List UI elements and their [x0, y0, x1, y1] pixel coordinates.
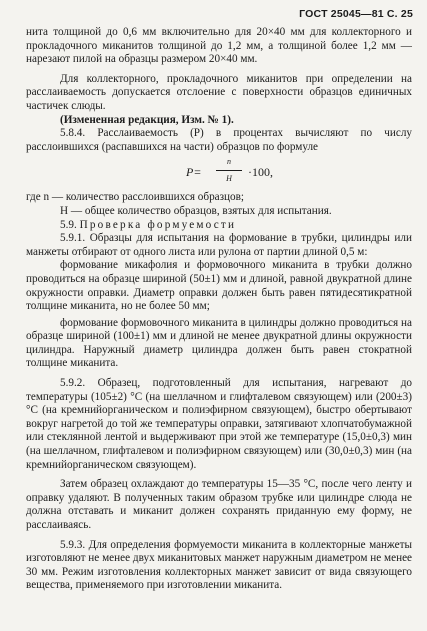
- document-body: [26, 26, 412, 593]
- paragraph: формование микафолия и формовочного миканита в трубки должно проводиться на образце шириной (50±1) мм и длиной, равной двукратной длине окружности оправки. Диаметр оправки должен быть равен пятидесятикратной толщине миканита, но не более 50 мм;: [26, 259, 412, 313]
- section-number: 5.9.: [60, 218, 80, 231]
- formula-numerator: n: [227, 157, 231, 167]
- amendment-note: (Измененная редакция, Изм. № 1).: [60, 113, 234, 126]
- formula-rhs: ·100,: [248, 165, 273, 180]
- fraction-bar: [216, 170, 242, 171]
- paragraph: нита толщиной до 0,6 мм включительно для 20×40 мм для коллекторного и прокладочного миканитов толщиной до 1,2 мм, а толщиной более 1,2 мм — нарезают пилой на образцы размером 20×40 мм.: [26, 26, 412, 66]
- paragraph: формование формовочного миканита в цилиндры должно проводиться на образце шириной (100±1) мм и длиной не менее двукратной длины окружности цилиндра. Наружный диаметр цилиндра должен быть равен стократной толщине миканита.: [26, 316, 412, 370]
- formula-legend-line: где n — количество расслоившихся образцов;: [26, 191, 245, 204]
- formula-lhs: P=: [186, 165, 202, 180]
- paragraph: 5.9.3. Для определения формуемости миканита в коллекторные манжеты изготовляют не менее двух миканитовых манжет наружным диаметром не менее 30 мм. Режим изготовления коллекторных манжет зависит от вида связующего вещества, применяемого при изготовлении миканита.: [26, 538, 412, 592]
- paragraph: Затем образец охлаждают до температуры 15—35 °С, после чего ленту и оправку удаляют. В полученных таким образом трубке или цилиндре слюда не должна отставать и миканит должен сохранять приданную ему форму, не расслаиваясь.: [26, 478, 412, 531]
- page-header: ГОСТ 25045—81 С. 25: [299, 8, 413, 20]
- formula-fraction: [216, 157, 242, 184]
- paragraph: 5.9.2. Образец, подготовленный для испытания, нагревают до температуры (105±2) °С (на шеллачном и глифталевом связующем) или (200±3) °С (на кремнийорганическом и полиэфирном связующем), быстро обертывают вокруг нагретой до той же температуры оправки, затягивают хлопчатобумажной или стеклянной лентой и выдерживают при этой же температуре (15,0±0,3) мин (на шеллачном, глифталевом и полиэфирном связующем) или (30,0±0,3) мин (на кремнийорганическом связующем).: [26, 377, 412, 471]
- section-title: Проверка формуемости: [79, 218, 237, 231]
- paragraph: 5.9.1. Образцы для испытания на формование в трубки, цилиндры или манжеты отбирают от одного листа или рулона от партии длиной 0,5 м:: [26, 232, 412, 258]
- formula-denominator: H: [226, 174, 232, 184]
- formula: [26, 157, 412, 187]
- section-heading: [26, 219, 412, 233]
- paragraph: 5.8.4. Расслаиваемость (P) в процентах вычисляют по числу расслоившихся (распавшихся на части) образцов по формуле: [26, 127, 412, 153]
- formula-legend-line: H — общее количество образцов, взятых для испытания.: [60, 204, 332, 217]
- paragraph: Для коллекторного, прокладочного миканитов при определении на расслаиваемость допускается отслоение с поверхности образцов единичных частичек слюды.: [26, 72, 412, 112]
